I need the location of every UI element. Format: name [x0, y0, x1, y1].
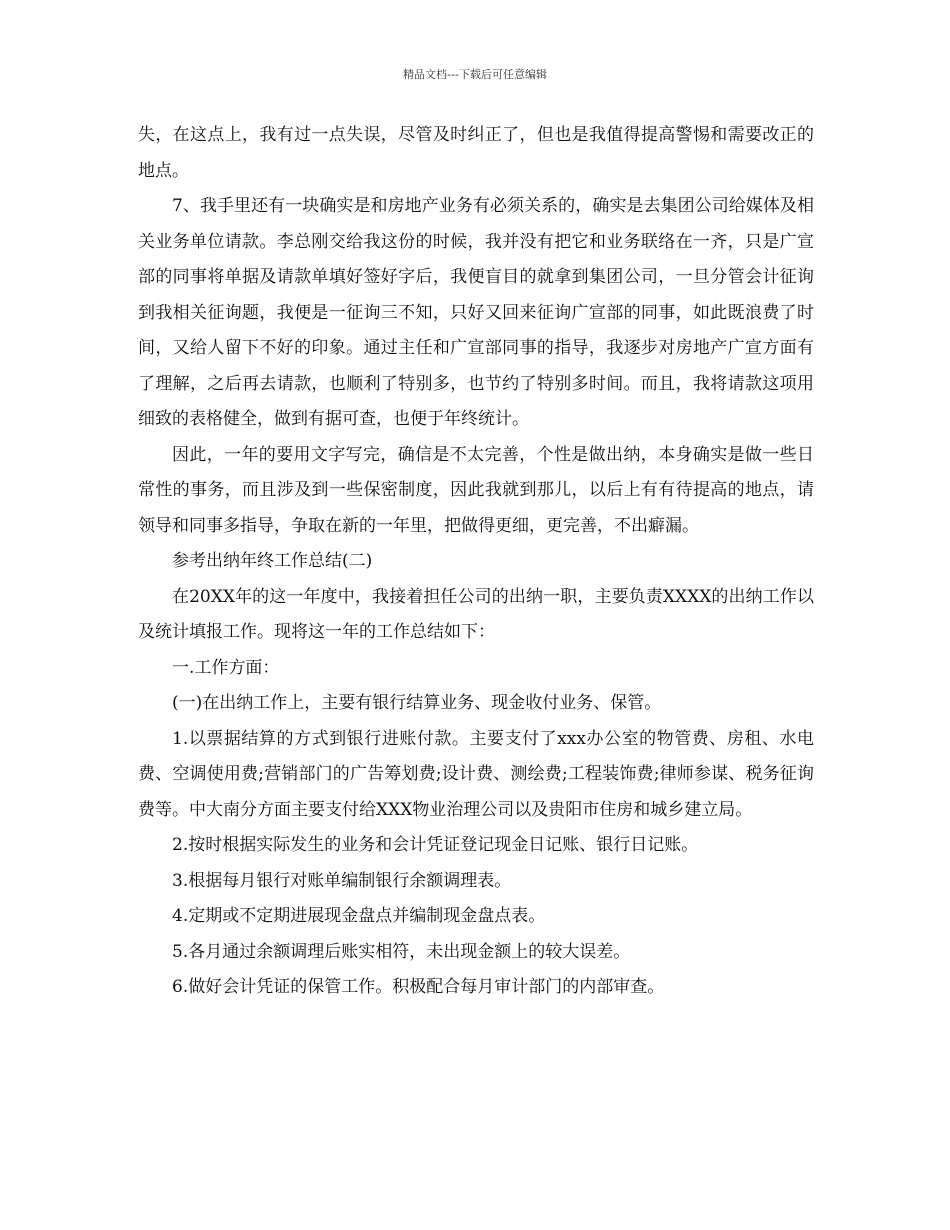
list-item: 5.各月通过余额调理后账实相符，未出现金额上的较大误差。: [172, 941, 631, 962]
paragraph: 7、我手里还有一块确实是和房地产业务有必须关系的，确实是去集团公司给媒体及相关业务单位请款。李总刚交给我这份的时候，我并没有把它和业务联络在一齐，只是广宣部的同事将单据及请款单填好签好字后，我便盲目的就拿到集团公司，一旦分管会计征询到我相关征询题，我便是一征询三不知，只好又回来征询广宣部的同事，如此既浪费了时间，又给人留下不好的印象。通过主任和广宣部同事的指导，我逐步对房地产广宣方面有了理解，之后再去请款，也顺利了特别多，也节约了特别多时间。而且，我将请款这项用细致的表格健全，做到有据可查，也便于年终统计。: [138, 196, 814, 429]
list-item: 4.定期或不定期进展现金盘点并编制现金盘点表。: [172, 906, 546, 926]
paragraph: (一)在出纳工作上，主要有银行结算业务、现金收付业务、保管。: [172, 693, 662, 713]
paragraph: 因此，一年的要用文字写完，确信是不太完善，个性是做出纳，本身确实是做一些日常性的事务，而且涉及到一些保密制度，因此我就到那儿，以后上有有待提高的地点，请领导和同事多指导，争取在新的一年里，把做得更细，更完善，不出癖漏。: [138, 444, 814, 536]
list-item: 6.做好会计凭证的保管工作。积极配合每月审计部门的内部审查。: [172, 977, 665, 997]
page-header: 精品文档---下载后可任意编辑: [403, 68, 547, 81]
list-item: 1.以票据结算的方式到银行进账付款。主要支付了xxx办公室的物管费、房租、水电费、空调使用费;营销部门的广告筹划费;设计费、测绘费;工程装饰费;律师参谋、税务征询费等。中大南分方面主要支付给XXX物业治理公司以及贵阳市住房和城乡建立局。: [138, 728, 814, 820]
list-item: 3.根据每月银行对账单编制银行余额调理表。: [172, 870, 512, 891]
paragraph: 失，在这点上，我有过一点失误，尽管及时纠正了，但也是我值得提高警惕和需要改正的地点。: [138, 125, 814, 181]
list-item: 2.按时根据实际发生的业务和会计凭证登记现金日记账、银行日记账。: [172, 835, 699, 855]
paragraph: 在20XX年的这一年度中，我接着担任公司的出纳一职，主要负责XXXX的出纳工作以及统计填报工作。现将这一年的工作总结如下：: [138, 586, 814, 642]
section-heading: 参考出纳年终工作总结(二): [172, 551, 373, 571]
section-heading: 一.工作方面：: [172, 657, 280, 678]
document-body: [138, 118, 814, 1006]
